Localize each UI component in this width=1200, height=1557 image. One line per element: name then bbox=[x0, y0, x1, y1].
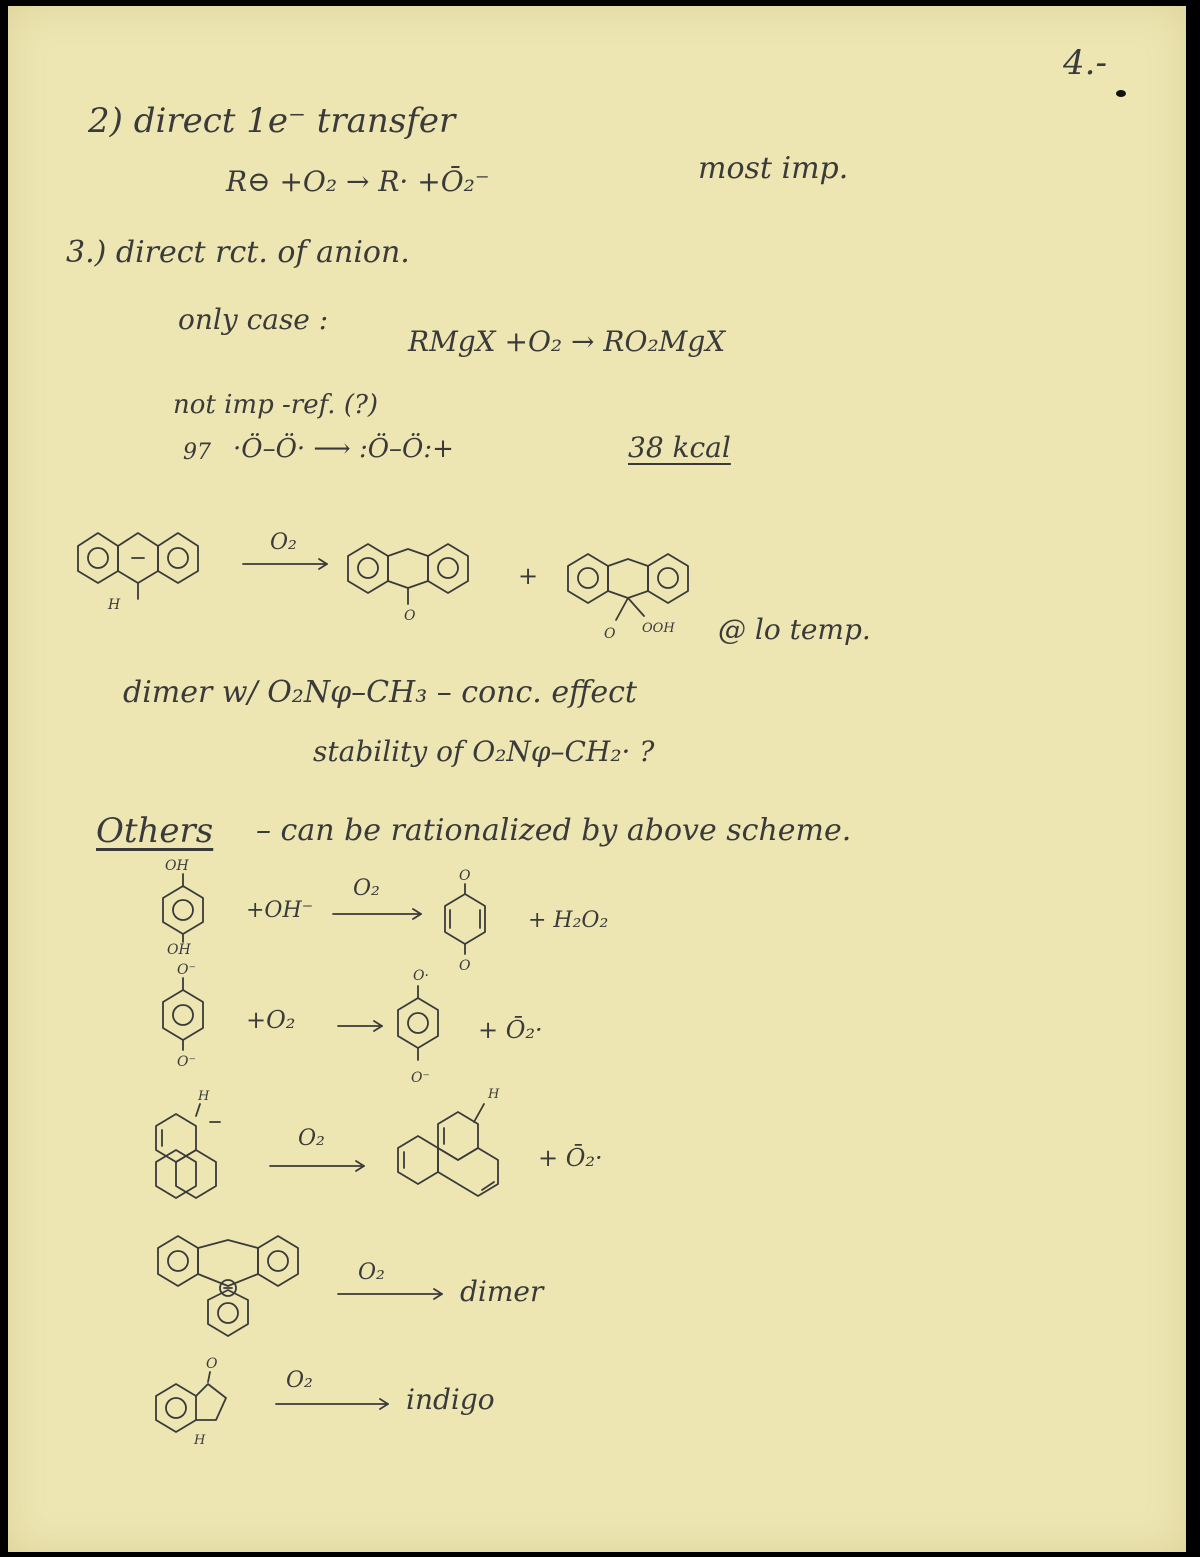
page-number: 4.- bbox=[1063, 43, 1107, 83]
svg-text:OOH: OOH bbox=[642, 621, 675, 636]
scheme-1-reagent: O₂ bbox=[270, 530, 297, 555]
not-imp-line: not imp -ref. (?) bbox=[173, 390, 379, 420]
item-2-heading: 2) direct 1e⁻ transfer bbox=[88, 101, 456, 141]
item-2-equation: R⊖ +O₂ → R· +Ō₂⁻ bbox=[226, 165, 490, 198]
reaction-5-product: indigo bbox=[406, 1383, 495, 1416]
only-case-equation: RMgX +O₂ → RO₂MgX bbox=[408, 325, 726, 358]
svg-text:O: O bbox=[604, 626, 616, 642]
svg-text:OH: OH bbox=[165, 858, 189, 874]
scheme-1-arrow bbox=[243, 554, 333, 574]
reaction-4-over: O₂ bbox=[358, 1260, 385, 1285]
stability-line: stability of O₂Nφ–CH₂· ? bbox=[313, 735, 655, 768]
semiquinone-structure bbox=[383, 964, 463, 1089]
item-2-note: most imp. bbox=[698, 151, 849, 186]
scheme-1-plus: + bbox=[518, 562, 539, 590]
reaction-5-over: O₂ bbox=[286, 1368, 313, 1393]
svg-text:H: H bbox=[194, 1433, 206, 1448]
reaction-1-arrow bbox=[333, 904, 428, 924]
reaction-2-reagent: +O₂ bbox=[246, 1006, 296, 1034]
svg-text:O: O bbox=[459, 958, 471, 974]
svg-text:O⁻: O⁻ bbox=[177, 1054, 196, 1070]
others-text: – can be rationalized by above scheme. bbox=[256, 813, 852, 848]
item-3-heading: 3.) direct rct. of anion. bbox=[66, 235, 410, 270]
energy-equation: ·Ö–Ö· ⟶ :Ö–Ö:+ bbox=[233, 434, 454, 464]
reaction-2-arrow bbox=[338, 1016, 388, 1036]
svg-text:O⁻: O⁻ bbox=[411, 1070, 430, 1086]
reaction-1-reagent: +OH⁻ bbox=[246, 898, 314, 923]
dianion-structure bbox=[153, 954, 233, 1069]
reaction-1-over: O₂ bbox=[353, 876, 380, 901]
reaction-2-product: + Ō₂· bbox=[478, 1016, 543, 1044]
only-case-label: only case : bbox=[178, 303, 329, 336]
reaction-1-product: + H₂O₂ bbox=[528, 908, 609, 933]
reaction-5-arrow bbox=[276, 1394, 396, 1414]
svg-text:O: O bbox=[206, 1356, 218, 1372]
reaction-3-over: O₂ bbox=[298, 1126, 325, 1151]
phenalenyl-radical-structure bbox=[388, 1084, 528, 1204]
fluorenyl-anion-structure bbox=[148, 1228, 308, 1353]
svg-text:OH: OH bbox=[167, 942, 191, 958]
ink-mark bbox=[1116, 90, 1126, 97]
product-anthrone-structure bbox=[338, 534, 488, 629]
energy-value: 38 kcal bbox=[628, 431, 731, 464]
quinone-structure bbox=[433, 864, 503, 974]
energy-prefix: 97 bbox=[183, 440, 211, 465]
product-hydroperoxide-structure bbox=[558, 544, 718, 644]
reaction-4-arrow bbox=[338, 1284, 448, 1304]
reaction-3-arrow bbox=[270, 1156, 370, 1176]
scheme-1-condition: @ lo temp. bbox=[718, 613, 871, 646]
hydroquinone-structure bbox=[153, 854, 223, 958]
reactant-tricyclic-structure bbox=[68, 521, 228, 611]
manuscript-page bbox=[8, 6, 1186, 1552]
svg-text:H: H bbox=[488, 1087, 500, 1102]
svg-text:O·: O· bbox=[413, 968, 429, 984]
phenalene-anion-structure bbox=[146, 1086, 256, 1201]
svg-text:H: H bbox=[198, 1089, 210, 1104]
svg-text:O⁻: O⁻ bbox=[177, 962, 196, 978]
indoxyl-structure bbox=[146, 1354, 256, 1449]
reaction-4-product: dimer bbox=[460, 1275, 544, 1308]
dimer-line: dimer w/ O₂Nφ–CH₃ – conc. effect bbox=[123, 675, 637, 710]
others-label: Others bbox=[96, 811, 214, 851]
svg-text:O: O bbox=[459, 868, 471, 884]
svg-text:O: O bbox=[404, 608, 416, 624]
svg-text:H: H bbox=[108, 597, 121, 613]
reaction-3-product: + Ō₂· bbox=[538, 1144, 603, 1172]
